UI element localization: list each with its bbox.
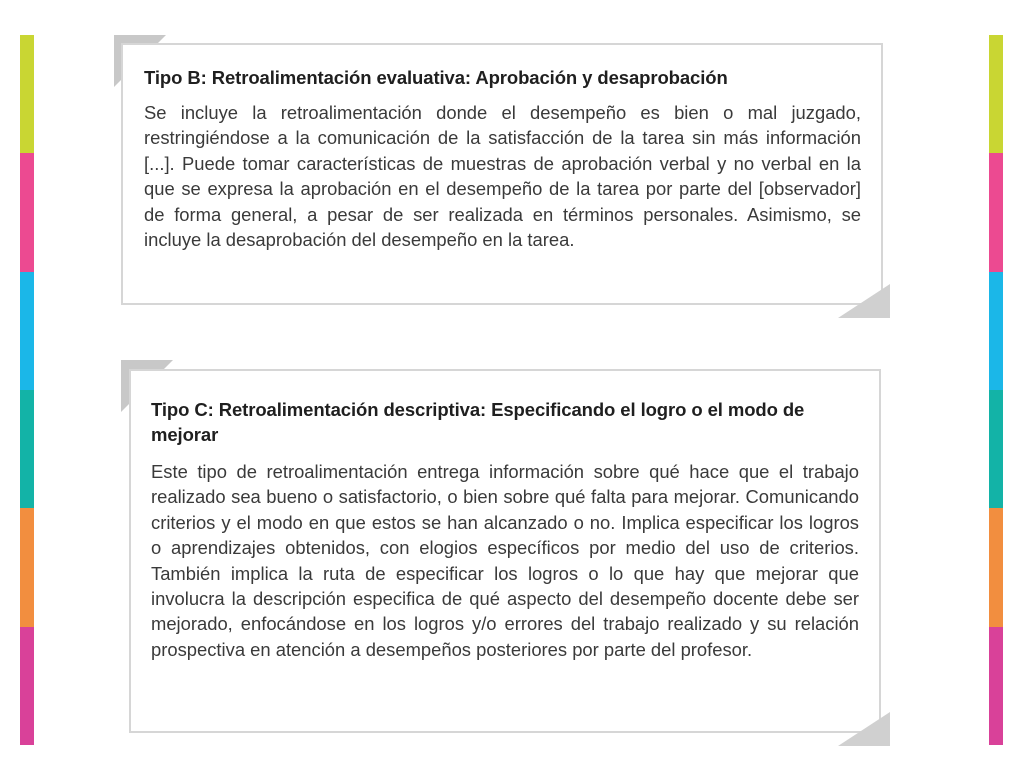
tipo-b-body: Se incluye la retroalimentación donde el desempeño es bien o mal juzgado, restringiéndose a la comunicación de la satisfacción de la tarea sin más información [...]. Puede tomar características de muestras de aprobación verbal y no verbal en la que se expresa la aprobación en el desempeño de la tarea por parte del [observador] de forma general, a pesar de ser realizada en términos personales. Asimismo, se incluye la desaprobación del desempeño en la tarea. [144,102,861,251]
tipo-b-title: Tipo B: Retroalimentación evaluativa: Aprobación y desaprobación [144,67,728,88]
stripe-segment [989,508,1003,626]
tipo-b-card [121,43,883,305]
stripe-segment [989,153,1003,271]
stripe-segment [20,35,34,153]
stripe-segment [20,627,34,745]
stripe-segment [989,627,1003,745]
stripe-segment [989,272,1003,390]
stripe-segment [20,153,34,271]
stripe-segment [989,35,1003,153]
tipo-c-card [129,369,881,733]
stripe-segment [20,390,34,508]
left-color-stripe [20,35,34,745]
tipo-c-title: Tipo C: Retroalimentación descriptiva: Especificando el logro o el modo de mejorar [151,399,805,445]
stripe-segment [20,272,34,390]
corner-fold-bottom-right [838,712,890,746]
stripe-segment [20,508,34,626]
stripe-segment [989,390,1003,508]
tipo-c-body: Este tipo de retroalimentación entrega información sobre qué hace que el trabajo realizado sea bueno o satisfactorio, o bien sobre qué falta para mejorar. Comunicando criterios y el modo en que estos se han alcanzado o no. Implica especificar los logros o aprendizajes obtenidos, con elogios específicos por medio del uso de criterios. También implica la ruta de especificar los logros o lo que hay que mejorar que involucra la descripción especifica de qué aspecto del desempeño docente debe ser mejorado, enfocándose en los logros y/o errores del trabajo realizado y su relación prospectiva en atención a desempeños posteriores por parte del profesor. [151,461,859,660]
right-color-stripe [989,35,1003,745]
corner-fold-bottom-right [838,284,890,318]
